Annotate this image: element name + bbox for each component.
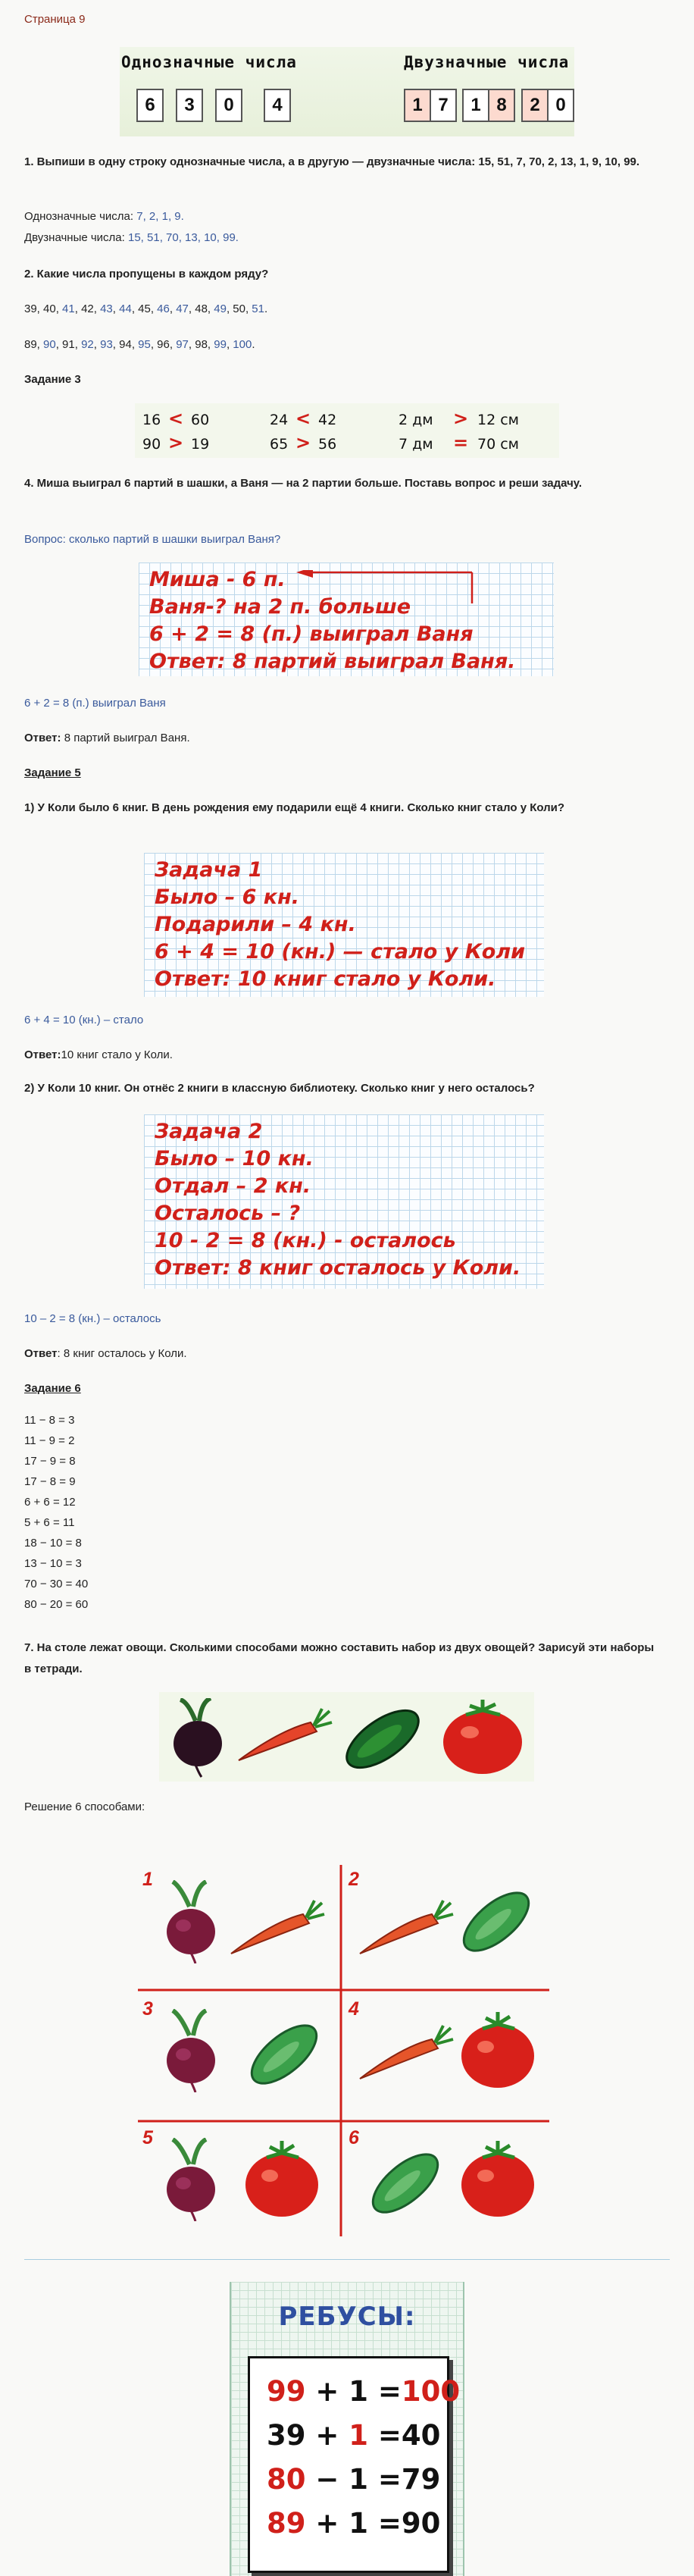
rebus-line [267,2419,440,2452]
given-number: , [226,338,233,351]
missing-number: 92 [81,338,94,351]
rebus-part: 100 [401,2375,461,2408]
task5-solution-2: 10 – 2 = 8 (кн.) – осталось [24,1312,161,1325]
carrot-icon [356,1899,455,1960]
rebus-part: 80 [267,2463,306,2496]
notebook-line: Задача 1 [155,858,263,882]
cucumber-icon [337,1701,428,1777]
task5-solution-1: 6 + 4 = 10 (кн.) – стало [24,1014,144,1026]
page-title: Страница 9 [24,13,86,26]
single-label: Однозначные числа: [24,210,134,223]
task2-row2 [24,334,255,355]
cmp-val: 16 [142,412,161,428]
missing-number: 95 [138,338,151,351]
way-number: 6 [349,2127,359,2148]
task6-line: 6 + 6 = 12 [24,1496,76,1509]
rebus-part: 89 [267,2507,306,2540]
way-number: 1 [142,1869,153,1890]
single-digit-label: Однозначные числа [121,53,297,71]
notebook-line: Ваня-? на 2 п. больше [149,595,411,619]
rebus-part: + 1 = [305,2375,402,2408]
answer-text: 10 книг стало у Коли. [61,1048,173,1061]
rebus-line [267,2463,440,2496]
notebook-line: Миша - 6 п. [149,568,286,591]
task5-answer-1 [24,1045,173,1065]
digit-card: 4 [264,89,291,122]
cmp-sign: > [168,432,184,453]
beet-icon [165,1698,233,1778]
double-values: 15, 51, 70, 13, 10, 99. [128,231,239,244]
cmp-val: 42 [318,412,337,428]
cmp-sign: < [295,408,311,429]
answer-label: Ответ [24,1347,58,1360]
cmp-val: 12 см [477,412,519,428]
missing-number: 46 [157,302,170,315]
task6-line: 17 − 8 = 9 [24,1475,76,1488]
notebook-line: Было – 10 кн. [155,1147,314,1170]
given-number: , 48, [188,302,214,315]
rebus-line [267,2375,460,2408]
given-number: , 42, [74,302,101,315]
beet-icon [159,2009,220,2092]
beet-icon [159,2138,220,2221]
given-number: , 45, [131,302,158,315]
given-number: , 98, [188,338,214,351]
rebus-part: =40 [368,2419,441,2452]
cmp-row1 [142,408,519,429]
given-number: , 91, [55,338,82,351]
given-number: 89, [24,338,44,351]
rebus-part: 39 + [267,2419,349,2452]
cmp-val: 60 [191,412,210,428]
six-ways-grid [136,1857,561,2236]
digit-card: 8 [488,89,515,122]
task4-question: 4. Миша выиграл 6 партий в шашки, а Ваня — на 2 партии больше. Поставь вопрос и реши задачу. [24,477,583,490]
task6-line: 11 − 9 = 2 [24,1434,75,1447]
carrot-icon [227,1899,326,1960]
digit-card: 2 [521,89,549,122]
cucumber-icon [364,2142,447,2225]
task5-notebook-image-2 [144,1114,544,1289]
vegetables-image [159,1692,534,1782]
task1-question: 1. Выпиши в одну строку однозначные числа, а в другую — двузначные числа: 15, 51, 7, 70, 2, 13, 1, 9, 10, 99. [24,155,640,168]
cmp-sign: < [168,408,184,429]
given-number: , 50, [226,302,252,315]
way-number: 2 [349,1869,359,1890]
notebook-line: 6 + 2 = 8 (п.) выиграл Ваня [149,622,474,646]
answer-label: Ответ: [24,732,61,744]
missing-number: 44 [119,302,132,315]
task5-title: Задание 5 [24,766,81,779]
arrow-icon [290,570,487,608]
task1-single-line [24,206,184,227]
cmp-sign: > [295,432,311,453]
task3-title: Задание 3 [24,373,81,386]
task4-question-vopros: Вопрос: сколько партий в шашки выиграл Ваня? [24,533,281,546]
notebook-line: Ответ: 10 книг стало у Коли. [155,967,496,991]
given-number: 39, 40, [24,302,63,315]
carrot-icon [235,1707,333,1768]
task6-line: 5 + 6 = 11 [24,1516,75,1529]
cucumber-icon [455,1880,538,1963]
notebook-line: Осталось – ? [155,1202,301,1225]
cmp-val: 2 дм [399,412,433,428]
tomato-icon [242,2138,322,2221]
missing-number: 43 [100,302,113,315]
digit-card: 0 [215,89,242,122]
cmp-val: 7 дм [399,436,433,453]
way-number: 5 [142,2127,153,2148]
cmp-val: 70 см [477,436,519,453]
cmp-val: 24 [270,412,289,428]
rebus-image [230,2282,464,2576]
digit-card: 1 [404,89,431,122]
task6-line: 18 − 10 = 8 [24,1537,82,1550]
rebus-part: − 1 =79 [305,2463,441,2496]
tomato-icon [458,2009,538,2092]
double-label: Двузначные числа: [24,231,125,244]
task6-line: 80 − 20 = 60 [24,1598,89,1611]
notebook-line: Было – 6 кн. [155,885,300,909]
task6-title: Задание 6 [24,1382,81,1395]
rebus-line [267,2507,440,2540]
cucumber-icon [242,2013,326,2096]
task6-line: 17 − 9 = 8 [24,1455,76,1468]
beet-icon [159,1880,220,1963]
rebus-part: + 1 =90 [305,2507,441,2540]
answer-text: 8 партий выиграл Ваня. [61,732,190,744]
way-number: 3 [142,1998,153,2020]
cmp-row2 [142,432,519,453]
given-number: , [112,302,120,315]
task5-notebook-image-1 [144,853,544,997]
notebook-line: Отдал – 2 кн. [155,1174,311,1198]
digit-card: 1 [462,89,489,122]
task7-question: 7. На столе лежат овощи. Сколькими способами можно составить набор из двух овощей? Зарисуй эти наборы в тетради. [24,1641,655,1675]
task5-q1: 1) У Коли было 6 книг. В день рождения ему подарили ещё 4 книги. Сколько книг стало у Коли? [24,801,565,814]
given-number: , [169,302,177,315]
task5-q2: 2) У Коли 10 книг. Он отнёс 2 книги в классную библиотеку. Сколько книг у него осталось? [24,1082,535,1095]
notebook-line: Ответ: 8 книг осталось у Коли. [155,1256,521,1280]
notebook-line: Подарили – 4 кн. [155,913,356,936]
given-number: . [252,338,255,351]
cmp-val: 65 [270,436,289,453]
tomato-icon [458,2138,538,2221]
task4-notebook-image [139,563,554,676]
task6-line: 11 − 8 = 3 [24,1414,75,1427]
given-number: , 96, [150,338,177,351]
notebook-line: Задача 2 [155,1120,263,1143]
tomato-icon [439,1698,527,1778]
task4-solution: 6 + 2 = 8 (п.) выиграл Ваня [24,697,166,710]
digit-card: 0 [547,89,574,122]
task2-row1 [24,299,267,319]
notebook-line: Ответ: 8 партий выиграл Ваня. [149,650,516,673]
task6-line: 13 − 10 = 3 [24,1557,82,1570]
given-number: . [264,302,268,315]
cmp-sign: > [453,408,469,429]
comparison-panel [135,403,559,458]
answer-text: : 8 книг осталось у Коли. [57,1347,187,1360]
missing-number: 90 [43,338,56,351]
given-number: , [93,338,101,351]
given-number: , 94, [112,338,139,351]
cmp-val: 90 [142,436,161,453]
numbers-banner [120,47,574,136]
task4-answer [24,728,190,748]
task1-double-line [24,227,239,248]
missing-number: 41 [62,302,75,315]
task2-question: 2. Какие числа пропущены в каждом ряду? [24,268,269,280]
cmp-sign: = [453,432,469,453]
task7-solution-label: Решение 6 способами: [24,1800,145,1813]
missing-number: 51 [252,302,264,315]
missing-number: 47 [176,302,189,315]
single-values: 7, 2, 1, 9. [136,210,184,223]
digit-card: 6 [136,89,164,122]
double-digit-label: Двузначные числа [404,53,570,71]
missing-number: 100 [233,338,252,351]
carrot-icon [356,2024,455,2085]
missing-number: 93 [100,338,113,351]
divider [24,2259,670,2260]
cmp-val: 19 [191,436,210,453]
task5-answer-2 [24,1343,187,1364]
missing-number: 99 [214,338,227,351]
rebus-box [248,2356,461,2573]
missing-number: 49 [214,302,227,315]
rebus-title: РЕБУСЫ: [278,2302,416,2332]
cmp-val: 56 [318,436,337,453]
notebook-line: 10 - 2 = 8 (кн.) - осталось [155,1229,456,1252]
rebus-part: 99 [267,2375,306,2408]
answer-label: Ответ: [24,1048,61,1061]
notebook-line: 6 + 4 = 10 (кн.) — стало у Коли [155,940,526,964]
task6-line: 70 − 30 = 40 [24,1578,89,1590]
rebus-part: 1 [349,2419,369,2452]
digit-card: 7 [430,89,457,122]
missing-number: 97 [176,338,189,351]
way-number: 4 [349,1998,359,2020]
digit-card: 3 [176,89,203,122]
